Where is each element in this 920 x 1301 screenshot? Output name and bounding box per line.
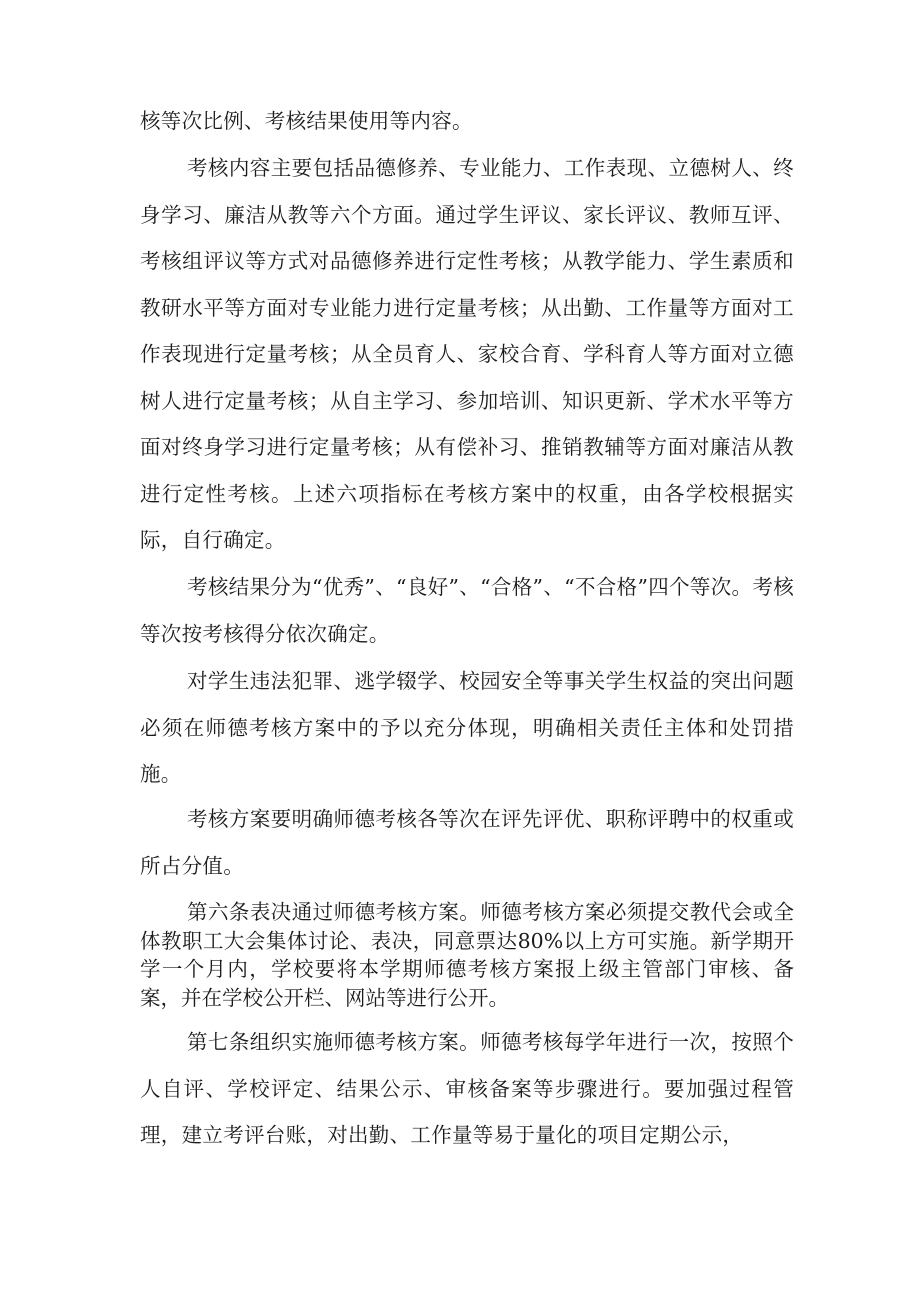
paragraph-article-six: 第六条表决通过师德考核方案。师德考核方案必须提交教代会或全体教职工大会集体讨论、表决，同意票达80%以上方可实施。新学期开学一个月内，学校要将本学期师德考核方案报上级主管部门审核、备案，并在学校公开栏、网站等进行公开。: [140, 900, 794, 1010]
paragraph-weighting: 考核方案要明确师德考核各等次在评先评优、职称评聘中的权重或所占分值。: [140, 807, 794, 878]
paragraph-article-seven: 第七条组织实施师德考核方案。师德考核每学年进行一次，按照个人自评、学校评定、结果公示、审核备案等步骤进行。要加强过程管理，建立考评台账，对出勤、工作量等易于量化的项目定期公示，: [140, 1030, 794, 1147]
paragraph-assessment-content: 考核内容主要包括品德修养、专业能力、工作表现、立德树人、终身学习、廉洁从教等六个方面。通过学生评议、家长评议、教师互评、考核组评议等方式对品德修养进行定性考核；从教学能力、学生素质和教研水平等方面对专业能力进行定量考核；从出勤、工作量等方面对工作表现进行定量考核；从全员育人、家校合育、学科育人等方面对立德树人进行定量考核；从自主学习、参加培训、知识更新、学术水平等方面对终身学习进行定量考核；从有偿补习、推销教辅等方面对廉洁从教进行定性考核。上述六项指标在考核方案中的权重，由各学校根据实际，自行确定。: [140, 156, 794, 552]
paragraph-assessment-grades: 考核结果分为“优秀”、“良好”、“合格”、“不合格”四个等次。考核等次按考核得分依次确定。: [140, 575, 794, 646]
paragraph-continuation: 核等次比例、考核结果使用等内容。: [140, 109, 473, 133]
paragraph-student-issues: 对学生违法犯罪、逃学辍学、校园安全等事关学生权益的突出问题必须在师德考核方案中的予以充分体现，明确相关责任主体和处罚措施。: [140, 669, 794, 786]
